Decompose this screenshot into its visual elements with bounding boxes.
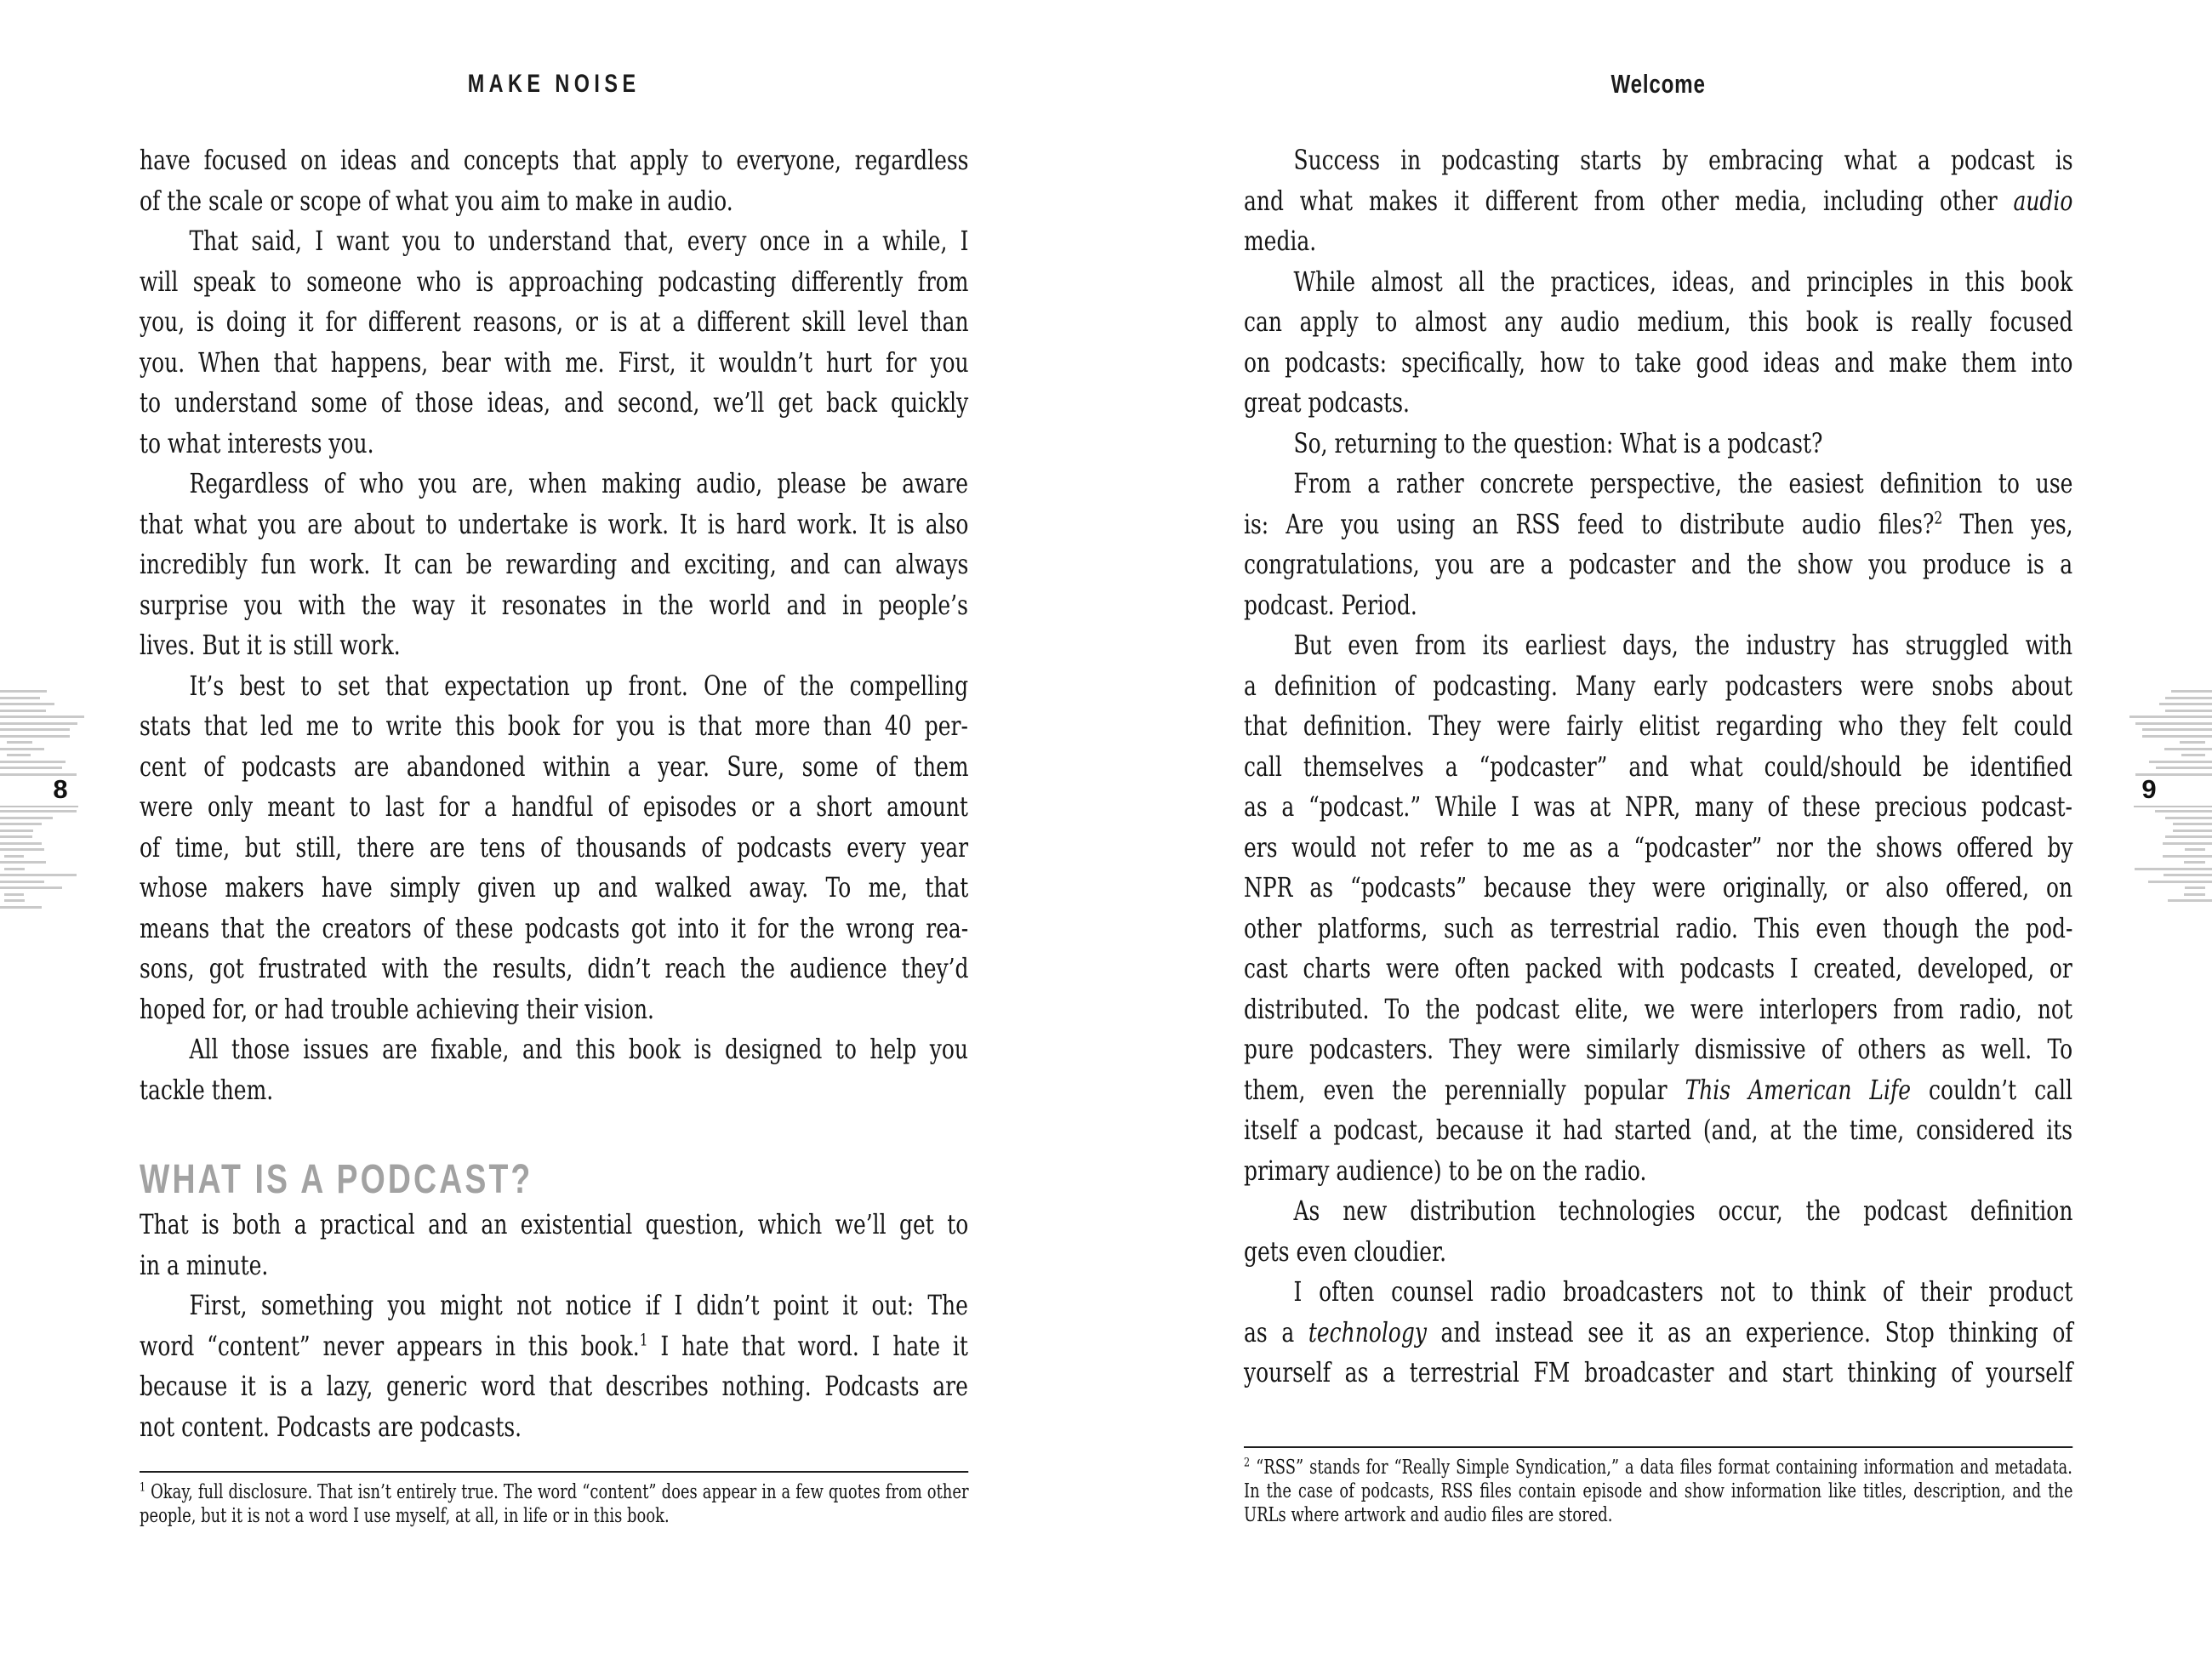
waveform-bar: [0, 823, 42, 825]
waveform-bar: [0, 761, 66, 763]
footnote-line: In the case of podcasts, RSS files contain episode and show information like titles, description, and the: [1244, 1480, 2073, 1502]
waveform-bar: [2168, 899, 2212, 902]
waveform-bar: [2184, 893, 2205, 896]
body-line: stats that led me to write this book for you is that more than 40 per-: [140, 710, 968, 742]
body-line: lives. But it is still work.: [140, 629, 401, 661]
body-line: word “content” never appears in this book.$^1$ I hate that word. I hate it: [140, 1329, 968, 1362]
left-page-body: [140, 140, 968, 1447]
waveform-bar: [2184, 861, 2205, 864]
body-line: not content. Podcasts are podcasts.: [140, 1410, 522, 1443]
left-page-footnote: [140, 1471, 968, 1528]
waveform-bar: [0, 748, 44, 750]
body-line: That is both a practical and an existential question, which we’ll get to: [140, 1208, 969, 1240]
footnote-line: $^1$ Okay, full disclosure. That isn’t entirely true. The word “content” does appear in a few quotes from other: [140, 1480, 969, 1503]
waveform-bar: [2148, 881, 2212, 883]
body-line: on podcasts: specifically, how to take good ideas and make them into: [1244, 345, 2073, 379]
body-line: of time, but still, there are tens of thousands of podcasts every year: [140, 830, 969, 864]
body-line: So, returning to the question: What is a podcast?: [1293, 426, 1823, 459]
waveform-bar: [2156, 767, 2212, 769]
body-line: primary audience) to be on the radio.: [1244, 1154, 1647, 1187]
body-line: that definition. They were fairly elitist regarding who they felt could: [1244, 710, 2073, 742]
waveform-bar: [2181, 754, 2205, 756]
body-line: pure podcasters. They were similarly dismissive of others as well. To: [1244, 1033, 2073, 1065]
body-line: surprise you with the way it resonates in the world and in people’s: [140, 588, 968, 621]
footnote-line: $^2$ “RSS” stands for “Really Simple Syndication,” a data files format containing information and metadata.: [1244, 1456, 2072, 1479]
waveform-bar: [0, 722, 77, 725]
waveform-bar: [0, 874, 77, 876]
body-line: gets even cloudier.: [1244, 1234, 1447, 1268]
waveform-bar: [2173, 823, 2212, 825]
body-line: yourself as a terrestrial FM broadcaster and start thinking of yourself: [1244, 1356, 2073, 1388]
footnote-marker: 2: [1244, 1456, 1251, 1470]
waveform-bar: [2173, 830, 2212, 832]
footnote-line: URLs where artwork and audio files are stored.: [1244, 1504, 1613, 1526]
waveform-bar: [2180, 741, 2205, 744]
waveform-bar: [0, 715, 84, 718]
body-line: call themselves a “podcaster” and what could/should be identified: [1244, 750, 2073, 783]
italic-text: technology: [1308, 1315, 1427, 1348]
footnote-divider: [1244, 1446, 2072, 1448]
waveform-bar: [0, 906, 42, 909]
italic-text: This American Life: [1685, 1073, 1912, 1106]
body-line: incredibly fun work. It can be rewarding and exciting, and can always: [140, 548, 969, 580]
waveform-bar: [4, 868, 25, 870]
footnote-divider: [140, 1471, 968, 1473]
body-line: in a minute.: [140, 1248, 269, 1281]
waveform-bar: [2165, 710, 2212, 712]
body-line: you, is doing it for different reasons, or is at a different skill level than: [140, 305, 969, 338]
waveform-bar: [0, 728, 70, 731]
waveform-bar: [2185, 848, 2205, 851]
body-line: NPR as “podcasts” because they were originally, or also offered, on: [1244, 871, 2073, 904]
waveform-bar: [2129, 715, 2212, 718]
body-line: podcast. Period.: [1244, 588, 1417, 621]
body-line: that what you are about to undertake is work. It is hard work. It is also: [140, 507, 969, 540]
body-line: can apply to almost any audio medium, this book is really focused: [1244, 305, 2073, 338]
body-line: as a technology and instead see it as an experience. Stop thinking of: [1244, 1315, 2073, 1348]
footnote-line: people, but it is not a word I use myself, at all, in life or in this book.: [140, 1505, 670, 1527]
body-line: While almost all the practices, ideas, and principles in this book: [1293, 265, 2073, 298]
body-line: have focused on ideas and concepts that apply to everyone, regardless: [140, 144, 969, 176]
body-line: ers would not refer to me as a “podcaster” nor the shows offered by: [1244, 830, 2073, 864]
body-line: because it is a lazy, generic word that describes nothing. Podcasts are: [140, 1370, 968, 1402]
body-line: tackle them.: [140, 1073, 274, 1106]
waveform-bar: [2165, 835, 2212, 838]
page-number: 8: [53, 774, 68, 804]
running-header-chapter-title: Welcome: [1611, 69, 1706, 99]
body-line: as a “podcast.” While I was at NPR, many of these precious podcast-: [1244, 790, 2072, 823]
body-line: itself a podcast, because it had started (and, at the time, considered its: [1244, 1114, 2073, 1146]
waveform-bar: [2142, 735, 2212, 738]
page-number-line: [0, 806, 78, 807]
body-line: distributed. To the podcast elite, we were interlopers from radio, not: [1244, 992, 2072, 1025]
body-line: will speak to someone who is approaching podcasting differently from: [140, 265, 969, 298]
body-line: cent of podcasts are abandoned within a year. Sure, some of them: [140, 750, 969, 783]
section-heading: WHAT IS A PODCAST?: [140, 1157, 533, 1202]
page-number-line: [2134, 806, 2212, 807]
body-line: a definition of podcasting. Many early podcasters were snobs about: [1244, 669, 2073, 702]
body-line: great podcasts.: [1244, 386, 1410, 419]
waveform-bar: [2165, 697, 2212, 699]
page-number: 9: [2141, 774, 2157, 804]
waveform-bar: [0, 735, 70, 738]
right-page: [1244, 0, 2072, 1659]
body-line: Regardless of who you are, when making audio, please be aware: [189, 467, 969, 499]
footnote-marker: 1: [140, 1480, 146, 1495]
body-line: But even from its earliest days, the industry has struggled with: [1293, 629, 2073, 661]
body-line: to what interests you.: [140, 426, 374, 459]
body-line: congratulations, you are a podcaster and the show you produce is a: [1244, 548, 2073, 580]
running-header-book-title: MAKE NOISE: [467, 70, 641, 98]
body-line: you. When that happens, bear with me. First, it wouldn’t hurt for you: [140, 345, 969, 379]
waveform-bar: [0, 810, 77, 812]
waveform-bar: [0, 861, 46, 864]
waveform-bar: [2185, 887, 2205, 889]
waveform-bar: [0, 835, 32, 838]
waveform-bar: [0, 848, 44, 851]
waveform-bar: [0, 830, 33, 832]
waveform-bar: [0, 881, 44, 883]
body-line: Success in podcasting starts by embracing what a podcast is: [1293, 144, 2073, 176]
body-line: That said, I want you to understand that, every once in a while, I: [189, 225, 969, 257]
waveform-bar: [2135, 868, 2212, 870]
waveform-bar: [0, 690, 47, 693]
waveform-bar: [0, 842, 42, 845]
body-line: As new distribution technologies occur, the podcast definition: [1293, 1194, 2073, 1227]
waveform-bar: [2142, 728, 2212, 731]
waveform-bar: [0, 767, 62, 769]
body-line: I often counsel radio broadcasters not to think of their product: [1293, 1275, 2073, 1308]
waveform-bar: [2165, 817, 2212, 819]
waveform-bar: [2164, 874, 2212, 876]
waveform-bar: [2163, 842, 2212, 845]
body-line: All those issues are fixable, and this book is designed to help you: [189, 1033, 968, 1065]
waveform-bar: [4, 899, 25, 902]
waveform-bar: [2171, 690, 2212, 693]
footnote-marker: 1: [639, 1329, 648, 1349]
waveform-bar: [2159, 703, 2212, 705]
waveform-bar: [2163, 855, 2212, 858]
waveform-bar: [4, 855, 24, 858]
body-line: means that the creators of these podcasts got into it for the wrong rea-: [140, 911, 969, 944]
italic-text: audio: [2013, 184, 2073, 217]
right-page-footnote: [1244, 1446, 2072, 1527]
waveform-bar: [0, 697, 40, 699]
waveform-bar: [4, 893, 24, 896]
body-line: First, something you might not notice if I didn’t point it out: The: [189, 1289, 968, 1321]
waveform-bar: [0, 887, 62, 889]
body-line: other platforms, such as terrestrial radio. This even though the pod-: [1244, 911, 2073, 944]
body-line: is: Are you using an RSS feed to distribute audio files?$^2$ Then yes,: [1244, 507, 2073, 540]
waveform-bar: [0, 817, 53, 819]
body-line: of the scale or scope of what you aim to make in audio.: [140, 184, 733, 217]
waveform-bar: [7, 754, 31, 756]
body-line: sons, got frustrated with the results, didn’t reach the audience they’d: [140, 952, 969, 984]
body-line: From a rather concrete perspective, the easiest definition to use: [1293, 467, 2073, 499]
footnote-marker: 2: [1934, 507, 1943, 527]
body-line: were only meant to last for a handful of episodes or a short amount: [140, 790, 968, 823]
waveform-bar: [7, 741, 32, 744]
right-page-body: [1244, 140, 2072, 1394]
body-line: hoped for, or had trouble achieving their vision.: [140, 992, 654, 1025]
waveform-bar: [2155, 810, 2212, 812]
body-line: whose makers have simply given up and walked away. To me, that: [140, 871, 969, 904]
body-line: them, even the perennially popular This American Life couldn’t call: [1244, 1073, 2072, 1106]
waveform-bar: [0, 710, 46, 712]
waveform-bar: [0, 703, 54, 705]
left-page: [140, 0, 968, 1659]
body-line: cast charts were often packed with podcasts I created, developed, or: [1244, 952, 2072, 984]
body-line: media.: [1244, 225, 1317, 257]
body-line: and what makes it different from other media, including other audio: [1244, 184, 2073, 217]
body-line: to understand some of those ideas, and second, we’ll get back quickly: [140, 386, 969, 419]
waveform-bar: [2164, 748, 2212, 750]
body-line: It’s best to set that expectation up front. One of the compelling: [189, 669, 969, 702]
waveform-bar: [2149, 761, 2212, 763]
waveform-bar: [2135, 722, 2212, 725]
